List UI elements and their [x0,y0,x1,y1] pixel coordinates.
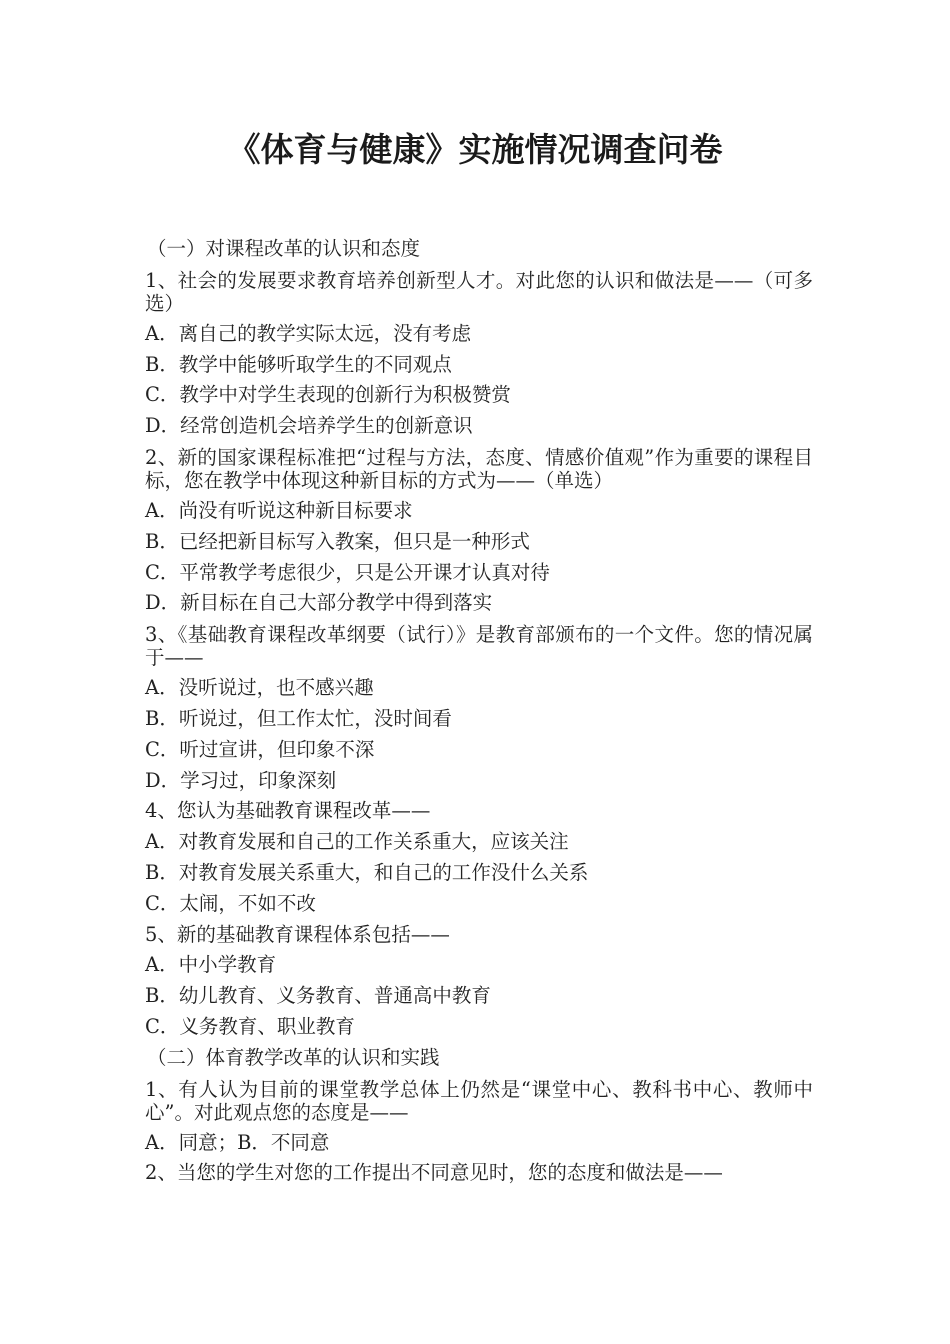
question-text: 2、新的国家课程标准把“过程与方法，态度、情感价值观”作为重要的课程目标，您在教学中体现这种新目标的方式为——（单选） [145,445,813,492]
question-text: 1、社会的发展要求教育培养创新型人才。对此您的认识和做法是——（可多选） [145,268,813,315]
answer-option: B．听说过，但工作太忙，没时间看 [145,706,452,730]
answer-option: B．幼儿教育、义务教育、普通高中教育 [145,984,491,1008]
answer-option: D．经常创造机会培养学生的创新意识 [145,414,473,438]
question-text: 3、《基础教育课程改革纲要（试行）》是教育部颁布的一个文件。您的情况属于—— [145,623,813,670]
questionnaire-body [145,234,813,1189]
question-text: 1、有人认为目前的课堂教学总体上仍然是“课堂中心、教科书中心、教师中心”。对此观点您的态度是—— [145,1077,813,1124]
answer-option: B．对教育发展关系重大，和自己的工作没什么关系 [145,860,589,884]
answer-option: C．义务教育、职业教育 [145,1014,355,1038]
answer-option: B．教学中能够听取学生的不同观点 [145,352,452,376]
section-heading: （二）体育教学改革的认识和实践 [147,1045,440,1069]
answer-option: A．没听说过，也不感兴趣 [145,676,374,700]
answer-option: D．新目标在自己大部分教学中得到落实 [145,591,493,615]
section-heading: （一）对课程改革的认识和态度 [147,237,421,260]
question-text: 5、新的基础教育课程体系包括—— [145,922,450,946]
answer-option: A．同意；B．不同意 [145,1130,330,1154]
document-title: 《体育与健康》实施情况调查问卷 [227,130,723,169]
answer-option: C．教学中对学生表现的创新行为积极赞赏 [145,383,511,407]
answer-option: A．中小学教育 [145,953,277,977]
answer-option: C．太闹，不如不改 [145,891,316,915]
answer-option: B．已经把新目标写入教案，但只是一种形式 [145,529,530,553]
question-text: 2、当您的学生对您的工作提出不同意见时，您的态度和做法是—— [145,1161,723,1185]
question-text: 4、您认为基础教育课程改革—— [145,799,431,823]
answer-option: A．离自己的教学实际太远，没有考虑 [145,321,472,345]
answer-option: A．尚没有听说这种新目标要求 [145,498,413,522]
answer-option: D．学习过，印象深刻 [145,768,337,792]
answer-option: A．对教育发展和自己的工作关系重大，应该关注 [145,830,569,854]
answer-option: C．平常教学考虑很少，只是公开课才认真对待 [145,560,550,584]
answer-option: C．听过宣讲，但印象不深 [145,737,375,761]
